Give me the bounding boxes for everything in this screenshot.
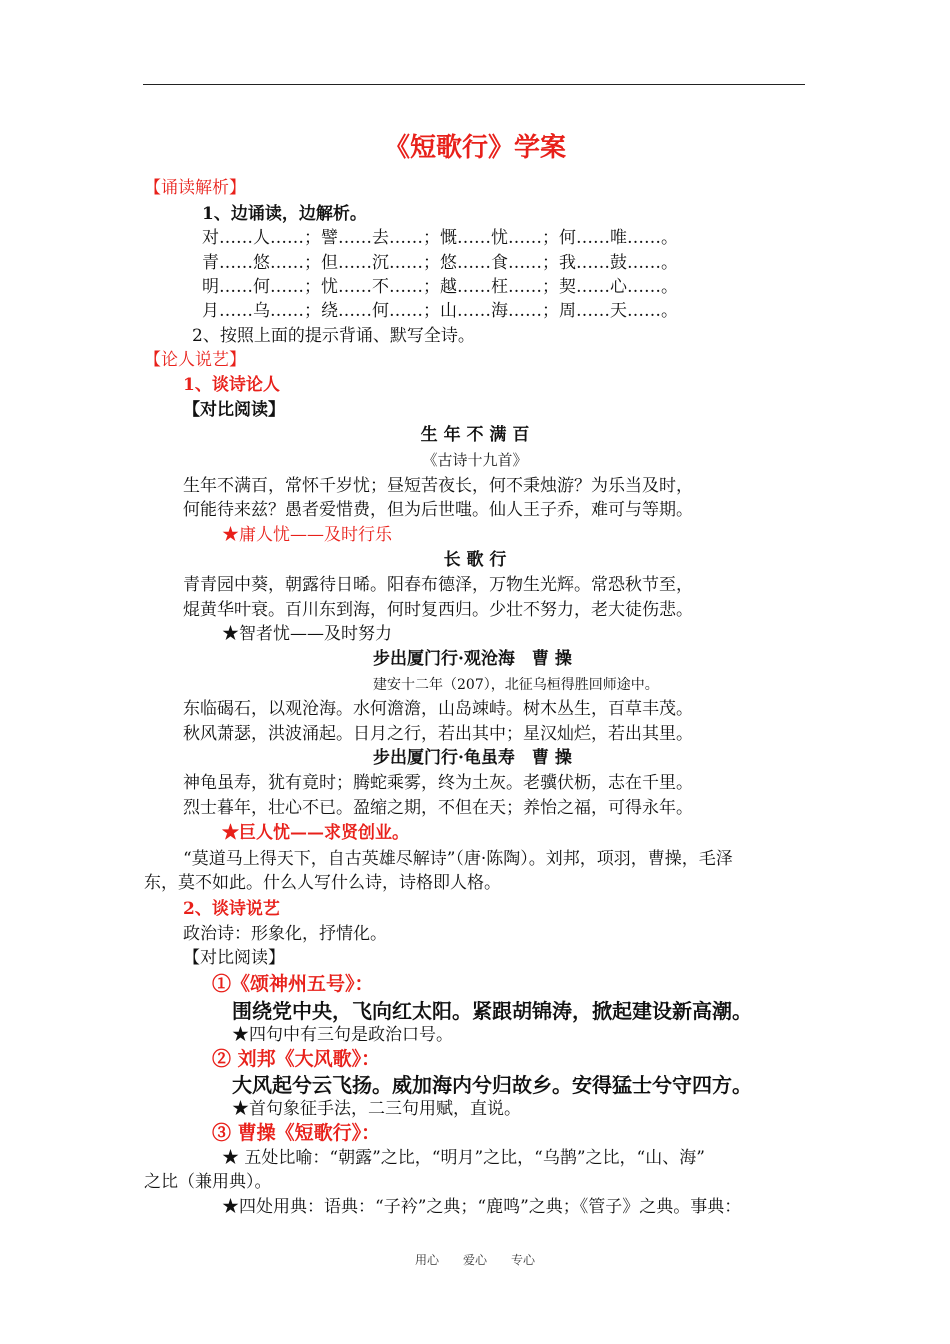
compare-item-note: ★四处用典：语典：“子衿”之典；“鹿鸣”之典；《管子》之典。事典：: [222, 1197, 742, 1217]
page-footer: 用心 爱心 专心: [414, 1253, 535, 1267]
compare-reading-label: 【对比阅读】: [183, 948, 285, 968]
poem-line: 秋风萧瑟，洪波涌起。日月之行，若出其中；星汉灿烂，若出其里。: [183, 724, 693, 744]
poem-note: ★庸人忧——及时行乐: [222, 525, 392, 545]
compare-item-heading: ①《颂神州五号》：: [212, 973, 374, 995]
compare-item-text: 围绕党中央，飞向红太阳。紧跟胡锦涛，掀起建设新高潮。: [232, 999, 752, 1023]
poem-line: 何能待来兹？愚者爱惜费，但为后世嗤。仙人王子乔，难可与等期。: [183, 500, 693, 520]
poem-line: 生年不满百，常怀千岁忧；昼短苦夜长，何不秉烛游？为乐当及时，: [183, 476, 693, 496]
prompt-row: 对……人……；譬……去……；慨……忧……；何……唯……。: [202, 228, 678, 248]
item-memorize: 2、按照上面的提示背诵、默写全诗。: [192, 326, 475, 346]
prompt-row: 月……乌……；绕……何……；山……海……；周……天……。: [202, 301, 678, 321]
poem-note: ★巨人忧——求贤创业。: [222, 823, 409, 843]
section-heading-people-art: 【论人说艺】: [144, 350, 246, 370]
poem-line: 青青园中葵，朝露待日晞。阳春布德泽，万物生光辉。常恐秋节至，: [183, 575, 693, 595]
poem-title: 长 歌 行: [443, 550, 507, 570]
subsection-poem-art: 2、谈诗说艺: [183, 899, 280, 919]
prompt-row: 青……悠……；但……沉……；悠……食……；我……鼓……。: [202, 253, 678, 273]
poem-source: 建安十二年（207），北征乌桓得胜回师途中。: [373, 677, 659, 693]
subsection-poem-person: 1、谈诗论人: [183, 375, 280, 395]
item-recite-analyze: 1、边诵读，边解析。: [202, 204, 367, 224]
poem-note: ★智者忧——及时努力: [222, 624, 392, 644]
poem-line: 神龟虽寿，犹有竟时；腾蛇乘雾，终为土灰。老骥伏枥，志在千里。: [183, 773, 693, 793]
header-rule: [143, 84, 805, 85]
compare-item-note: ★四句中有三句是政治口号。: [232, 1025, 453, 1045]
poem-line: 烈士暮年，壮心不已。盈缩之期，不但在天；养怡之福，可得永年。: [183, 798, 693, 818]
compare-item-note: ★ 五处比喻：“朝露”之比，“明月”之比，“乌鹊”之比，“山、海”: [222, 1148, 705, 1168]
poem-line: 东临碣石，以观沧海。水何澹澹，山岛竦峙。树木丛生，百草丰茂。: [183, 699, 693, 719]
compare-reading-label: 【对比阅读】: [183, 400, 285, 420]
compare-item-note: 之比（兼用典）。: [144, 1172, 272, 1192]
poem-line: 焜黄华叶衰。百川东到海，何时复西归。少壮不努力，老大徒伤悲。: [183, 600, 693, 620]
political-poem-line: 政治诗：形象化，抒情化。: [183, 924, 387, 944]
paragraph-line: “莫道马上得天下，自古英雄尽解诗”（唐·陈陶）。刘邦，项羽，曹操，毛泽: [183, 849, 733, 869]
compare-item-heading: ③ 曹操《短歌行》：: [212, 1122, 381, 1144]
prompt-row: 明……何……；忧……不……；越……枉……；契……心……。: [202, 277, 678, 297]
poem-title: 步出厦门行·观沧海 曹 操: [373, 649, 572, 669]
compare-item-text: 大风起兮云飞扬。威加海内兮归故乡。安得猛士兮守四方。: [232, 1073, 752, 1097]
compare-item-heading: ② 刘邦《大风歌》：: [212, 1048, 381, 1070]
poem-source: 《古诗十九首》: [422, 451, 528, 469]
section-heading-recite: 【诵读解析】: [144, 178, 246, 198]
paragraph-line: 东，莫不如此。什么人写什么诗，诗格即人格。: [144, 873, 501, 893]
poem-title: 生 年 不 满 百: [420, 425, 530, 445]
page-title: 《短歌行》学案: [383, 133, 566, 163]
compare-item-note: ★首句象征手法，二三句用赋，直说。: [232, 1099, 521, 1119]
poem-title: 步出厦门行·龟虽寿 曹 操: [373, 748, 572, 768]
